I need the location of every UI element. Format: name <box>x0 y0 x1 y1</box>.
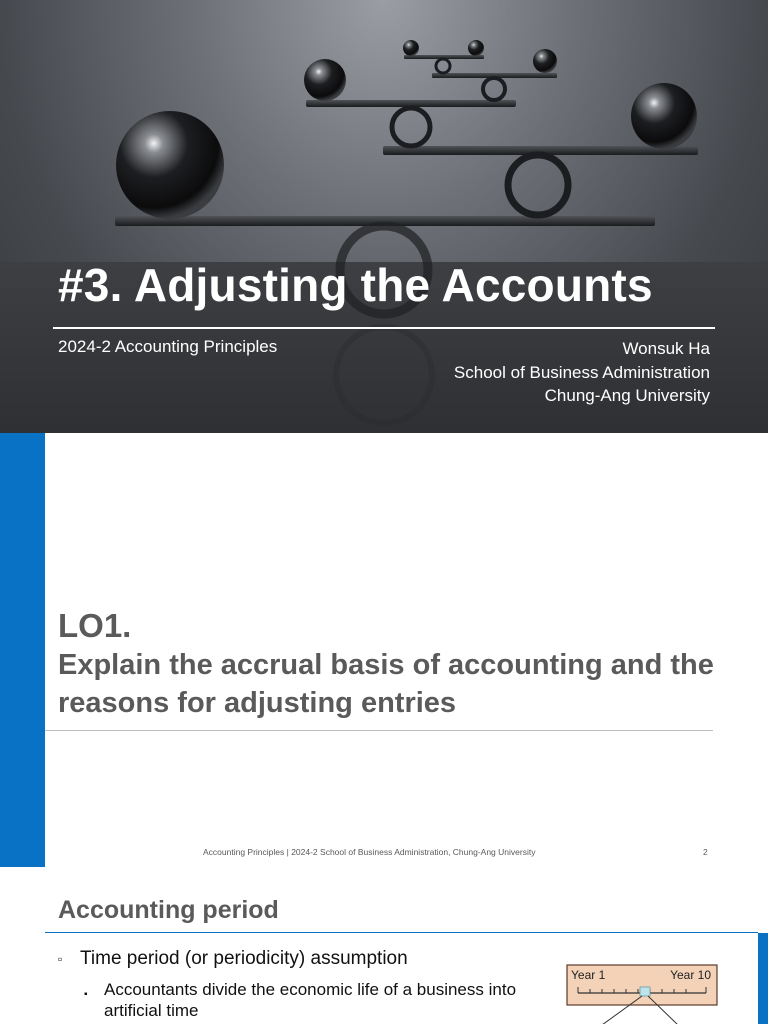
sub-bullet-square-icon: ▪ <box>84 989 88 1000</box>
heading-divider <box>45 932 758 933</box>
timeline-figure <box>560 963 720 1024</box>
title-slide <box>0 0 768 433</box>
lo-label: LO1. <box>58 607 132 644</box>
author-name: Wonsuk Ha <box>622 339 710 358</box>
bullet-item <box>58 948 408 970</box>
timeline-start-label: Year 1 <box>571 968 606 982</box>
sub-bullet-text: Accountants divide the economic life of a business into artificial time <box>104 980 517 1020</box>
course-name: 2024-2 Accounting Principles <box>58 337 278 356</box>
slide-footer: Accounting Principles | 2024-2 School of Business Administration, Chung-Ang University <box>203 847 536 857</box>
accent-sidebar <box>758 933 768 1024</box>
accounting-period-slide <box>0 867 768 1024</box>
timeline-end-label: Year 10 <box>670 968 711 982</box>
learning-objective-slide <box>0 433 768 867</box>
author-university: Chung-Ang University <box>544 386 710 405</box>
lo-heading: Explain the accrual basis of accounting and the reasons for adjusting entries <box>58 649 714 719</box>
title-divider <box>53 327 715 329</box>
bullet-square-icon: ▫ <box>58 952 63 966</box>
slide-heading: Accounting period <box>58 896 279 924</box>
page-number: 2 <box>703 847 708 857</box>
author-block <box>454 337 710 408</box>
heading-divider <box>45 730 713 731</box>
sub-bullet-item <box>84 979 524 1021</box>
author-department: School of Business Administration <box>453 362 710 382</box>
slide-title: #3. Adjusting the Accounts <box>58 259 653 311</box>
accent-sidebar <box>0 433 45 867</box>
bullet-text: Time period (or periodicity) assumption <box>80 948 408 969</box>
